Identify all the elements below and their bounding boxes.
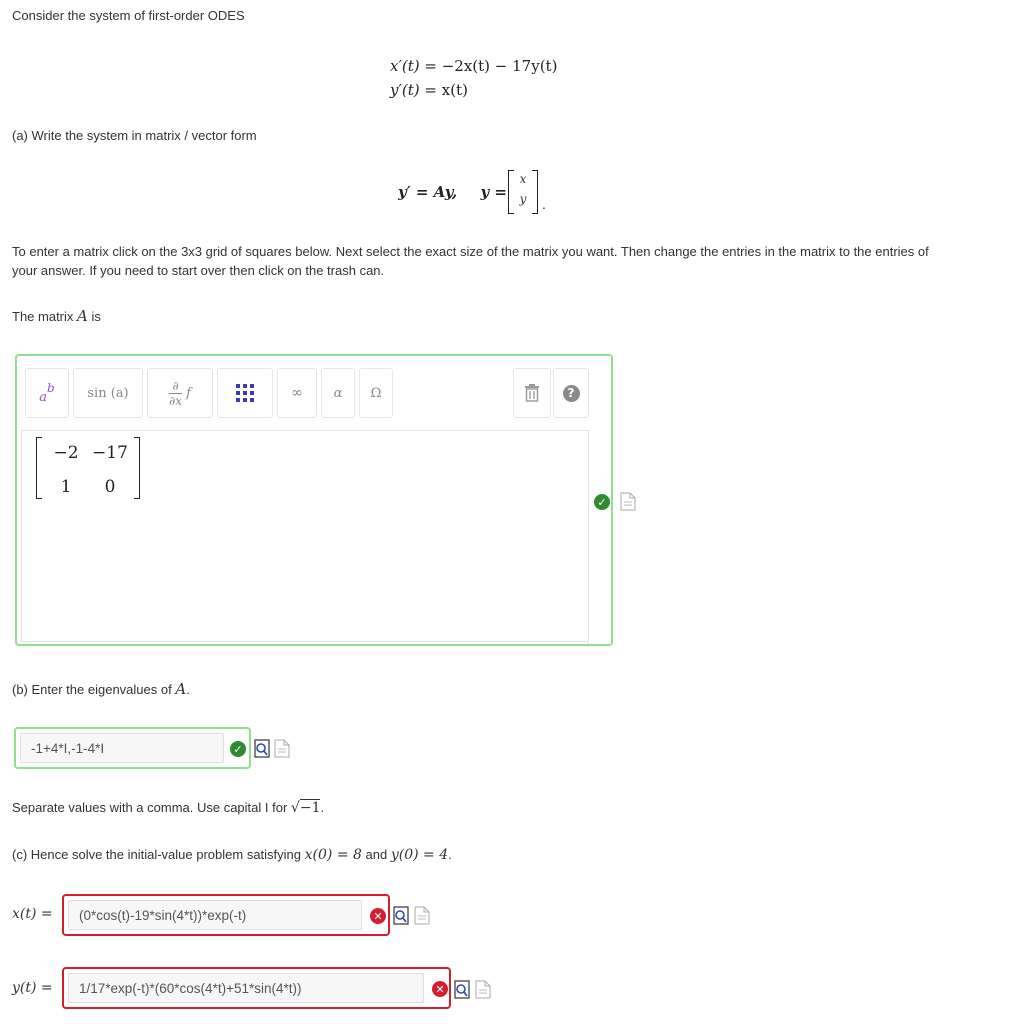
superscript-base: a [39, 389, 48, 405]
matrix-cell[interactable]: 1 [60, 477, 72, 497]
answer-page-icon[interactable] [414, 906, 430, 925]
trash-icon [524, 384, 540, 402]
part-c-and: and [365, 847, 388, 862]
ode-line-1 [390, 57, 557, 75]
matrix-answer-box [15, 354, 613, 646]
help-icon: ? [563, 385, 580, 402]
matrix-label-pre: The matrix [12, 309, 74, 324]
partial-top: ∂ [172, 378, 179, 393]
part-b-label-pre: (b) Enter the eigenvalues of [12, 682, 172, 697]
help-button[interactable] [553, 368, 589, 418]
eigenvalues-input[interactable]: -1+4*I,-1-4*I [20, 733, 224, 763]
preview-icon[interactable] [454, 980, 470, 999]
infinity-button[interactable]: ∞ [277, 368, 317, 418]
vector-period: . [542, 196, 546, 212]
partial-bottom: ∂x [169, 393, 183, 408]
preview-icon[interactable] [393, 906, 409, 925]
partial-f: f [186, 385, 191, 401]
math-toolbar [21, 362, 591, 426]
check-icon: ✓ [230, 741, 246, 757]
initial-condition-x: x(0) = 8 [304, 847, 362, 863]
part-a-label: (a) Write the system in matrix / vector form [12, 128, 257, 143]
editor-edge [588, 432, 589, 644]
vector-form [398, 183, 507, 201]
sin-button[interactable]: sin (a) [73, 368, 143, 418]
part-b-label [12, 680, 190, 698]
x-answer-input[interactable]: (0*cos(t)-19*sin(4*t))*exp(-t) [68, 900, 362, 930]
intro-text: Consider the system of first-order ODES [12, 8, 245, 23]
alpha-button[interactable]: α [321, 368, 355, 418]
matrix-bracket-left [36, 437, 42, 499]
preview-icon[interactable] [254, 739, 270, 758]
ode-1-rhs: = −2x(t) − 17y(t) [424, 57, 558, 75]
matrix-label-post: is [91, 309, 101, 324]
superscript-exp: b [47, 381, 55, 395]
matrix-cell[interactable]: 0 [104, 477, 116, 497]
matrix-bracket-right [134, 437, 140, 499]
ode-1-lhs: x′(t) [390, 57, 420, 75]
ode-line-2 [390, 81, 468, 99]
part-c-label-post: . [448, 847, 452, 862]
hint-post: . [320, 800, 325, 815]
eigenvalues-answer-box [14, 727, 251, 769]
eigenvalue-hint [12, 800, 324, 816]
matrix-A[interactable] [36, 433, 140, 499]
y-answer-input[interactable]: 1/17*exp(-t)*(60*cos(4*t)+51*sin(4*t)) [68, 973, 424, 1003]
matrix-cell[interactable]: −2 [53, 443, 79, 463]
answer-page-icon[interactable] [620, 492, 636, 511]
error-icon: ✕ [370, 908, 386, 924]
matrix-grid-button[interactable] [217, 368, 273, 418]
vector-y-column [508, 170, 538, 214]
matrix-editor-area[interactable] [21, 430, 589, 642]
part-c-label [12, 847, 452, 863]
answer-page-icon[interactable] [274, 739, 290, 758]
part-c-label-pre: (c) Hence solve the initial-value problem satisfying [12, 847, 302, 862]
answer-page-icon[interactable] [475, 980, 491, 999]
superscript-button[interactable] [25, 368, 69, 418]
ode-2-lhs: y′(t) [390, 81, 420, 99]
partial-derivative-button[interactable] [147, 368, 213, 418]
vector-entry-y: y [519, 192, 527, 206]
y-answer-label: y(t) = [12, 980, 53, 996]
vector-y-eq: y = [480, 183, 507, 201]
sqrt-radicand: −1 [299, 800, 321, 816]
matrix-label [12, 307, 101, 325]
matrix-symbol: A [77, 307, 88, 325]
grid-icon [235, 383, 255, 403]
part-b-symbol: A [175, 680, 187, 698]
x-answer-box [62, 894, 390, 936]
check-icon: ✓ [594, 494, 610, 510]
omega-button[interactable]: Ω [359, 368, 393, 418]
part-b-label-post: . [186, 682, 190, 697]
sqrt-expression: √−1 [290, 800, 321, 816]
error-icon: ✕ [432, 981, 448, 997]
trash-button[interactable] [513, 368, 551, 418]
matrix-instructions: To enter a matrix click on the 3x3 grid of squares below. Next select the exact size of the matrix you want. Then change the entries in the matrix to the entries of your answer. If you need to start over then click on the trash can. [12, 244, 929, 278]
ode-2-rhs: = x(t) [424, 81, 468, 99]
y-answer-box [62, 967, 451, 1009]
matrix-cell[interactable]: −17 [92, 443, 128, 463]
x-answer-label: x(t) = [12, 906, 53, 922]
hint-pre: Separate values with a comma. Use capital I for [12, 800, 288, 815]
vector-entry-x: x [519, 172, 527, 186]
initial-condition-y: y(0) = 4 [390, 847, 449, 863]
vector-form-lhs: y′ = Ay, [398, 183, 458, 201]
